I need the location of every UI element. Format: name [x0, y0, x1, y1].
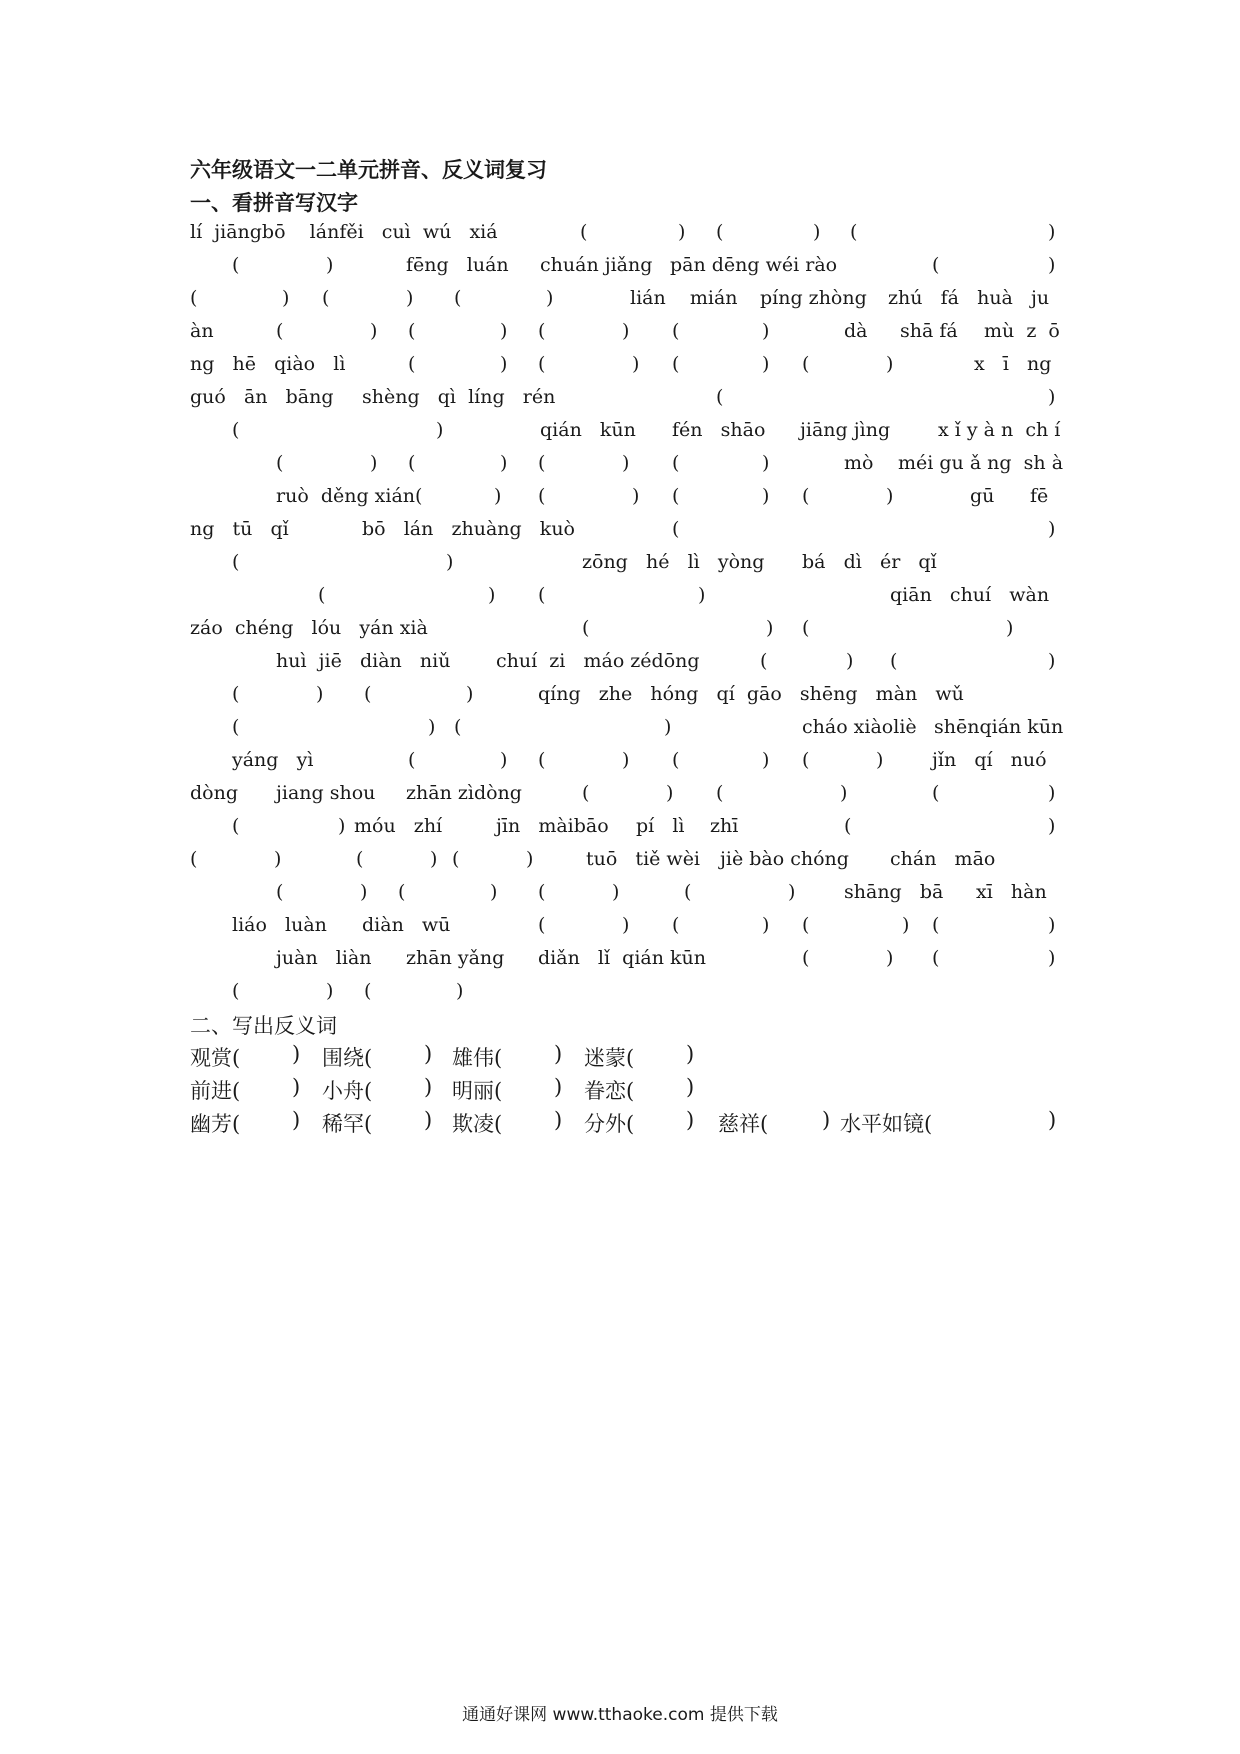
- paren-close: ): [1048, 1108, 1057, 1132]
- antonym-word: 前进(: [190, 1079, 241, 1103]
- antonym-word: 欺凌(: [452, 1112, 503, 1136]
- paren-close: ): [840, 782, 848, 804]
- paren-close: ): [686, 1108, 695, 1132]
- paren-open: (: [582, 617, 590, 639]
- paren-close: ): [494, 485, 502, 507]
- pinyin-text: yáng yì: [232, 749, 314, 771]
- paren-close: ): [316, 683, 324, 705]
- paren-open: (: [364, 683, 372, 705]
- paren-open: (: [580, 221, 588, 243]
- pinyin-text: zōng hé lì yòng: [582, 551, 765, 573]
- paren-close: ): [886, 947, 894, 969]
- pinyin-text: guó ān bāng: [190, 386, 334, 408]
- paren-close: ): [762, 749, 770, 771]
- paren-close: ): [456, 980, 464, 1002]
- paren-close: ): [762, 353, 770, 375]
- paren-close: ): [678, 221, 686, 243]
- paren-close: ): [632, 485, 640, 507]
- paren-close: ): [1048, 650, 1056, 672]
- paren-close: ): [886, 485, 894, 507]
- paren-close: ): [1048, 782, 1056, 804]
- paren-open: (: [844, 815, 852, 837]
- paren-open: (: [322, 287, 330, 309]
- paren-close: ): [1048, 947, 1056, 969]
- paren-open: (: [716, 386, 724, 408]
- pinyin-text: mò: [844, 452, 874, 474]
- pinyin-text: bō lán zhuàng kuò: [362, 518, 575, 540]
- paren-open: (: [932, 947, 940, 969]
- paren-open: (: [408, 749, 416, 771]
- paren-open: (: [672, 353, 680, 375]
- paren-open: (: [398, 881, 406, 903]
- paren-close: ): [446, 551, 454, 573]
- antonym-word: 分外(: [584, 1112, 635, 1136]
- paren-open: (: [232, 254, 240, 276]
- paren-open: (: [232, 716, 240, 738]
- pinyin-text: liáo luàn: [232, 914, 327, 936]
- page-title: 六年级语文一二单元拼音、反义词复习: [190, 157, 547, 182]
- pinyin-line: [190, 551, 1060, 581]
- pinyin-text: diàn wū: [362, 914, 451, 936]
- pinyin-text: shēnqián kūn: [934, 716, 1064, 738]
- paren-close: ): [554, 1042, 563, 1066]
- pinyin-text: lián mián: [630, 287, 738, 309]
- paren-open: (: [454, 287, 462, 309]
- paren-close: ): [526, 848, 534, 870]
- pinyin-text: jīn màibāo: [496, 815, 609, 837]
- pinyin-line: [190, 947, 1060, 977]
- pinyin-line: [190, 848, 1060, 878]
- antonym-word: 围绕(: [322, 1046, 373, 1070]
- antonym-word: 眷恋(: [584, 1079, 635, 1103]
- pinyin-line: [190, 716, 1064, 746]
- paren-close: ): [424, 1042, 433, 1066]
- paren-open: (: [802, 914, 810, 936]
- paren-open: (: [538, 485, 546, 507]
- paren-open: (: [538, 881, 546, 903]
- pinyin-line: [190, 749, 1060, 779]
- pinyin-text: juàn liàn: [276, 947, 372, 969]
- antonym-word: 小舟(: [322, 1079, 373, 1103]
- paren-open: (: [318, 584, 326, 606]
- paren-open: (: [760, 650, 768, 672]
- paren-close: ): [686, 1042, 695, 1066]
- pinyin-text: méi gu ǎ ng sh à: [898, 452, 1064, 474]
- pinyin-text: qiān chuí wàn: [890, 584, 1050, 606]
- paren-open: (: [232, 419, 240, 441]
- pinyin-line: [190, 518, 1060, 548]
- paren-close: ): [292, 1075, 301, 1099]
- paren-open: (: [190, 287, 198, 309]
- pinyin-line: [190, 485, 1060, 515]
- antonym-word: 迷蒙(: [584, 1046, 635, 1070]
- pinyin-text: x ī ng: [974, 353, 1052, 375]
- pinyin-line: [190, 815, 1060, 845]
- paren-open: (: [582, 782, 590, 804]
- paren-open: (: [538, 353, 546, 375]
- paren-close: ): [546, 287, 554, 309]
- paren-close: ): [813, 221, 821, 243]
- paren-open: (: [672, 320, 680, 342]
- paren-close: ): [698, 584, 706, 606]
- antonym-word: 观赏(: [190, 1046, 241, 1070]
- paren-open: (: [890, 650, 898, 672]
- pinyin-line: [190, 320, 1060, 350]
- paren-close: ): [292, 1042, 301, 1066]
- paren-open: (: [232, 683, 240, 705]
- section-heading-antonyms: 二、写出反义词: [190, 1014, 337, 1038]
- paren-open: (: [684, 881, 692, 903]
- paren-close: ): [1006, 617, 1014, 639]
- paren-close: ): [466, 683, 474, 705]
- pinyin-text: zhān zìdòng: [406, 782, 522, 804]
- paren-close: ): [436, 419, 444, 441]
- paren-close: ): [488, 584, 496, 606]
- pinyin-text: pí lì: [636, 815, 685, 837]
- pinyin-line: [190, 617, 1060, 647]
- paren-close: ): [612, 881, 620, 903]
- paren-open: (: [672, 749, 680, 771]
- pinyin-text: ng hē qiào lì: [190, 353, 346, 375]
- pinyin-text: fén shāo: [672, 419, 766, 441]
- pinyin-text: tuō tiě wèi: [586, 848, 701, 870]
- pinyin-line: [190, 881, 1060, 911]
- pinyin-text: fēng luán: [406, 254, 509, 276]
- pinyin-line: [190, 353, 1060, 383]
- pinyin-line: [190, 287, 1060, 317]
- pinyin-text: zhī: [710, 815, 739, 837]
- antonym-word: 明丽(: [452, 1079, 503, 1103]
- paren-close: ): [686, 1075, 695, 1099]
- pinyin-line: [190, 386, 1060, 416]
- pinyin-text: jiāng jìng: [800, 419, 891, 441]
- paren-open: (: [538, 584, 546, 606]
- paren-close: ): [500, 353, 508, 375]
- paren-close: ): [430, 848, 438, 870]
- pinyin-text: shāng bā: [844, 881, 944, 903]
- paren-close: ): [1048, 815, 1056, 837]
- paren-open: (: [932, 914, 940, 936]
- paren-close: ): [370, 452, 378, 474]
- paren-open: (: [802, 353, 810, 375]
- paren-close: ): [282, 287, 290, 309]
- paren-close: ): [664, 716, 672, 738]
- paren-close: ): [762, 320, 770, 342]
- pinyin-line: [190, 650, 1060, 680]
- paren-open: (: [932, 782, 940, 804]
- paren-close: ): [822, 1108, 831, 1132]
- paren-open: (: [190, 848, 198, 870]
- paren-close: ): [622, 320, 630, 342]
- pinyin-line: [190, 452, 1064, 482]
- paren-close: ): [274, 848, 282, 870]
- paren-close: ): [500, 320, 508, 342]
- paren-close: ): [762, 914, 770, 936]
- paren-close: ): [424, 1108, 433, 1132]
- paren-close: ): [762, 485, 770, 507]
- paren-open: (: [232, 551, 240, 573]
- page-footer: 通通好课网 www.tthaoke.com 提供下载: [462, 1705, 778, 1725]
- pinyin-text: shèng qì líng rén: [362, 386, 556, 408]
- paren-close: ): [500, 749, 508, 771]
- paren-close: ): [554, 1108, 563, 1132]
- paren-close: ): [876, 749, 884, 771]
- pinyin-line: [190, 584, 1060, 614]
- paren-close: ): [428, 716, 436, 738]
- paren-open: (: [672, 518, 680, 540]
- paren-close: ): [762, 452, 770, 474]
- antonym-line: [190, 1042, 1060, 1072]
- paren-open: (: [802, 749, 810, 771]
- pinyin-text: píng zhòng: [760, 287, 867, 309]
- paren-open: (: [454, 716, 462, 738]
- pinyin-line: [190, 980, 1060, 1010]
- antonym-word: 慈祥(: [718, 1112, 769, 1136]
- paren-close: ): [326, 980, 334, 1002]
- pinyin-text: zhú fá huà ju: [888, 287, 1050, 309]
- pinyin-text: zhān yǎng: [406, 947, 505, 969]
- section-heading-pinyin: 一、看拼音写汉字: [190, 190, 358, 215]
- paren-close: ): [360, 881, 368, 903]
- paren-close: ): [886, 353, 894, 375]
- pinyin-text: diǎn lǐ qián kūn: [538, 947, 706, 969]
- pinyin-text: bá dì ér qǐ: [802, 551, 937, 573]
- paren-open: (: [672, 452, 680, 474]
- pinyin-text: chuán jiǎng: [540, 254, 653, 276]
- paren-open: (: [716, 221, 724, 243]
- pinyin-text: dà: [844, 320, 868, 342]
- paren-open: (: [408, 353, 416, 375]
- paren-open: (: [276, 320, 284, 342]
- pinyin-text: x ǐ y à n ch í: [938, 419, 1061, 441]
- pinyin-text: jǐn qí nuó: [932, 749, 1047, 771]
- paren-close: ): [500, 452, 508, 474]
- paren-close: ): [1048, 914, 1056, 936]
- paren-open: (: [408, 452, 416, 474]
- paren-open: (: [232, 815, 240, 837]
- paren-open: (: [452, 848, 460, 870]
- antonym-line: [190, 1108, 1060, 1138]
- pinyin-text: gū: [970, 485, 995, 507]
- pinyin-text: huì jiē diàn niǔ: [276, 650, 451, 672]
- paren-open: (: [802, 947, 810, 969]
- pinyin-text: qíng zhe hóng qí gāo shēng màn wǔ: [538, 683, 964, 705]
- paren-close: ): [622, 914, 630, 936]
- pinyin-line: [190, 782, 1060, 812]
- antonym-word: 稀罕(: [322, 1112, 373, 1136]
- antonym-word: 幽芳(: [190, 1112, 241, 1136]
- paren-close: ): [846, 650, 854, 672]
- paren-open: (: [802, 617, 810, 639]
- pinyin-text: fē: [1030, 485, 1049, 507]
- pinyin-text: dòng: [190, 782, 239, 804]
- paren-open: (: [232, 980, 240, 1002]
- paren-close: ): [902, 914, 910, 936]
- paren-close: ): [622, 749, 630, 771]
- pinyin-text: ruò děng xián(: [276, 485, 423, 507]
- paren-open: (: [364, 980, 372, 1002]
- pinyin-text: móu zhí: [354, 815, 443, 837]
- paren-close: ): [632, 353, 640, 375]
- paren-close: ): [490, 881, 498, 903]
- paren-close: ): [766, 617, 774, 639]
- paren-close: ): [666, 782, 674, 804]
- paren-close: ): [338, 815, 346, 837]
- pinyin-text: mù z ō: [984, 320, 1060, 342]
- antonym-line: [190, 1075, 1060, 1105]
- paren-open: (: [356, 848, 364, 870]
- pinyin-text: ng tū qǐ: [190, 518, 289, 540]
- pinyin-line: [190, 221, 1060, 251]
- pinyin-text: jiang shou: [276, 782, 376, 804]
- paren-close: ): [326, 254, 334, 276]
- paren-open: (: [538, 452, 546, 474]
- pinyin-text: shā fá: [900, 320, 958, 342]
- paren-open: (: [850, 221, 858, 243]
- pinyin-text: lí jiāngbō lánfěi cuì wú xiá: [190, 221, 498, 243]
- paren-close: ): [1048, 254, 1056, 276]
- paren-close: ): [292, 1108, 301, 1132]
- pinyin-line: [190, 683, 1060, 713]
- paren-close: ): [1048, 518, 1056, 540]
- paren-open: (: [538, 749, 546, 771]
- pinyin-text: chuí zi máo zédōng: [496, 650, 700, 672]
- antonym-word: 水平如镜(: [840, 1112, 933, 1136]
- paren-close: ): [424, 1075, 433, 1099]
- paren-close: ): [788, 881, 796, 903]
- paren-close: ): [554, 1075, 563, 1099]
- paren-open: (: [276, 881, 284, 903]
- paren-open: (: [932, 254, 940, 276]
- paren-open: (: [672, 485, 680, 507]
- paren-open: (: [538, 914, 546, 936]
- pinyin-text: jiè bào chóng: [720, 848, 849, 870]
- pinyin-line: [190, 914, 1060, 944]
- paren-close: ): [370, 320, 378, 342]
- pinyin-text: qián kūn: [540, 419, 636, 441]
- paren-close: ): [1048, 386, 1056, 408]
- pinyin-line: [190, 419, 1060, 449]
- pinyin-text: cháo xiàoliè: [802, 716, 917, 738]
- pinyin-line: [190, 254, 1060, 284]
- pinyin-text: àn: [190, 320, 214, 342]
- pinyin-text: chán māo: [890, 848, 996, 870]
- pinyin-text: xī hàn: [976, 881, 1047, 903]
- paren-close: ): [622, 452, 630, 474]
- pinyin-text: záo chéng lóu yán xià: [190, 617, 428, 639]
- pinyin-text: pān dēng wéi rào: [670, 254, 838, 276]
- paren-open: (: [408, 320, 416, 342]
- paren-open: (: [802, 485, 810, 507]
- antonym-word: 雄伟(: [452, 1046, 503, 1070]
- paren-close: ): [1048, 221, 1056, 243]
- paren-close: ): [406, 287, 414, 309]
- paren-open: (: [716, 782, 724, 804]
- paren-open: (: [538, 320, 546, 342]
- paren-open: (: [672, 914, 680, 936]
- paren-open: (: [276, 452, 284, 474]
